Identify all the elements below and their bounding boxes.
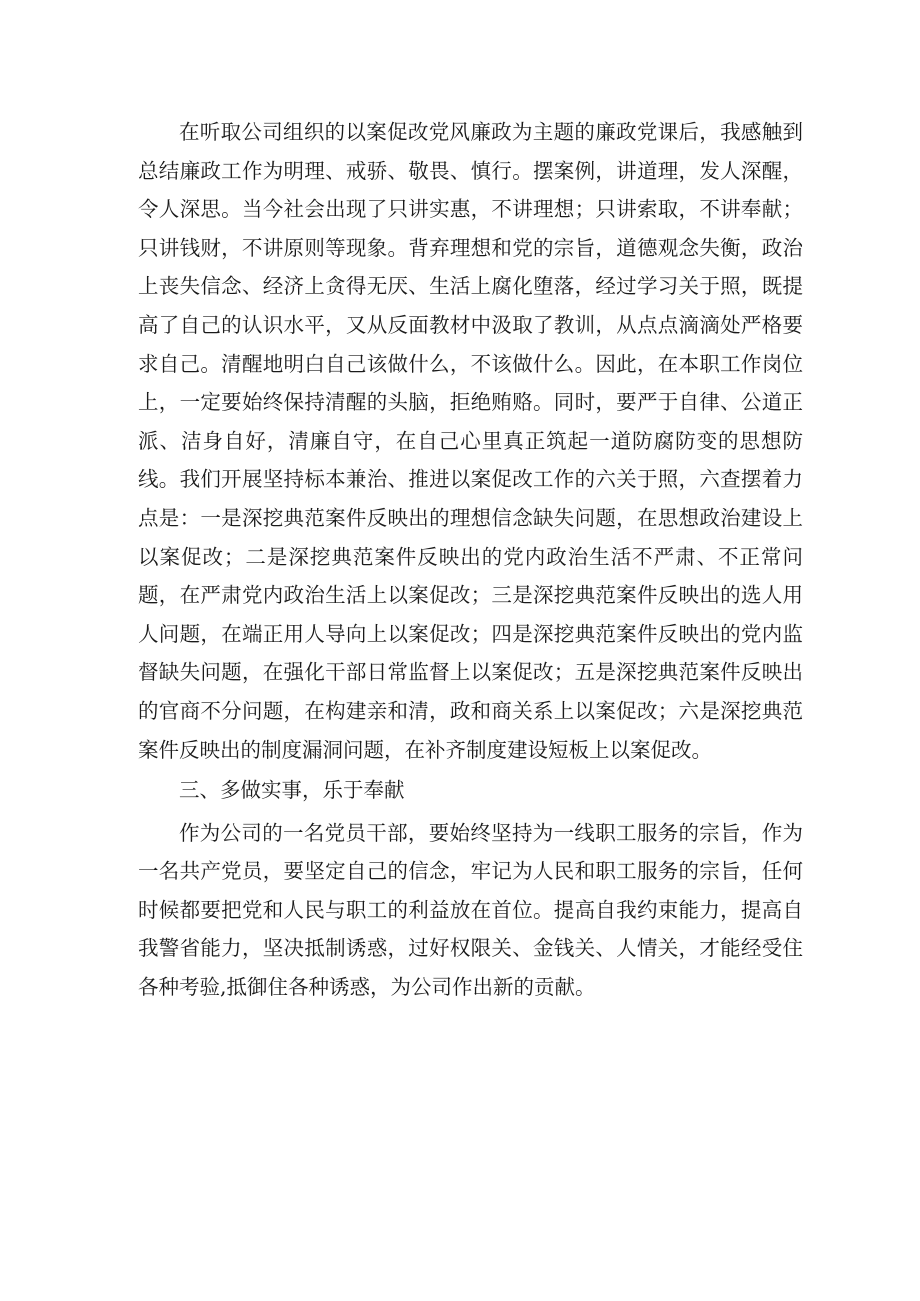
- document-body: [138, 113, 803, 1007]
- body-paragraph-1: 在听取公司组织的以案促改党风廉政为主题的廉政党课后，我感触到总结廉政工作为明理、戒骄、敬畏、慎行。摆案例，讲道理，发人深醒，令人深思。当今社会出现了只讲实惠，不讲理想；只讲索取，不讲奉献；只讲钱财，不讲原则等现象。背弃理想和党的宗旨，道德观念失衡，政治上丧失信念、经济上贪得无厌、生活上腐化堕落，经过学习关于照，既提高了自己的认识水平，又从反面教材中汲取了教训，从点点滴滴处严格要求自己。清醒地明白自己该做什么，不该做什么。因此，在本职工作岗位上，一定要始终保持清醒的头脑，拒绝贿赂。同时，要严于自律、公道正派、洁身自好，清廉自守，在自己心里真正筑起一道防腐防变的思想防线。我们开展坚持标本兼治、推进以案促改工作的六关于照，六查摆着力点是：一是深挖典范案件反映出的理想信念缺失问题，在思想政治建设上以案促改；二是深挖典范案件反映出的党内政治生活不严肃、不正常问题，在严肃党内政治生活上以案促改；三是深挖典范案件反映出的选人用人问题，在端正用人导向上以案促改；四是深挖典范案件反映出的党内监督缺失问题，在强化干部日常监督上以案促改；五是深挖典范案件反映出的官商不分问题，在构建亲和清，政和商关系上以案促改；六是深挖典范案件反映出的制度漏洞问题，在补齐制度建设短板上以案促改。: [138, 120, 803, 762]
- section-heading-3: 三、多做实事，乐于奉献: [179, 778, 405, 803]
- body-paragraph-2: 作为公司的一名党员干部，要始终坚持为一线职工服务的宗旨，作为一名共产党员，要坚定自己的信念，牢记为人民和职工服务的宗旨，任何时候都要把党和人民与职工的利益放在首位。提高自我约束能力，提高自我警省能力，坚决抵制诱惑，过好权限关、金钱关、人情关，才能经受住各种考验,抵御住各种诱惑，为公司作出新的贡献。: [138, 820, 803, 1000]
